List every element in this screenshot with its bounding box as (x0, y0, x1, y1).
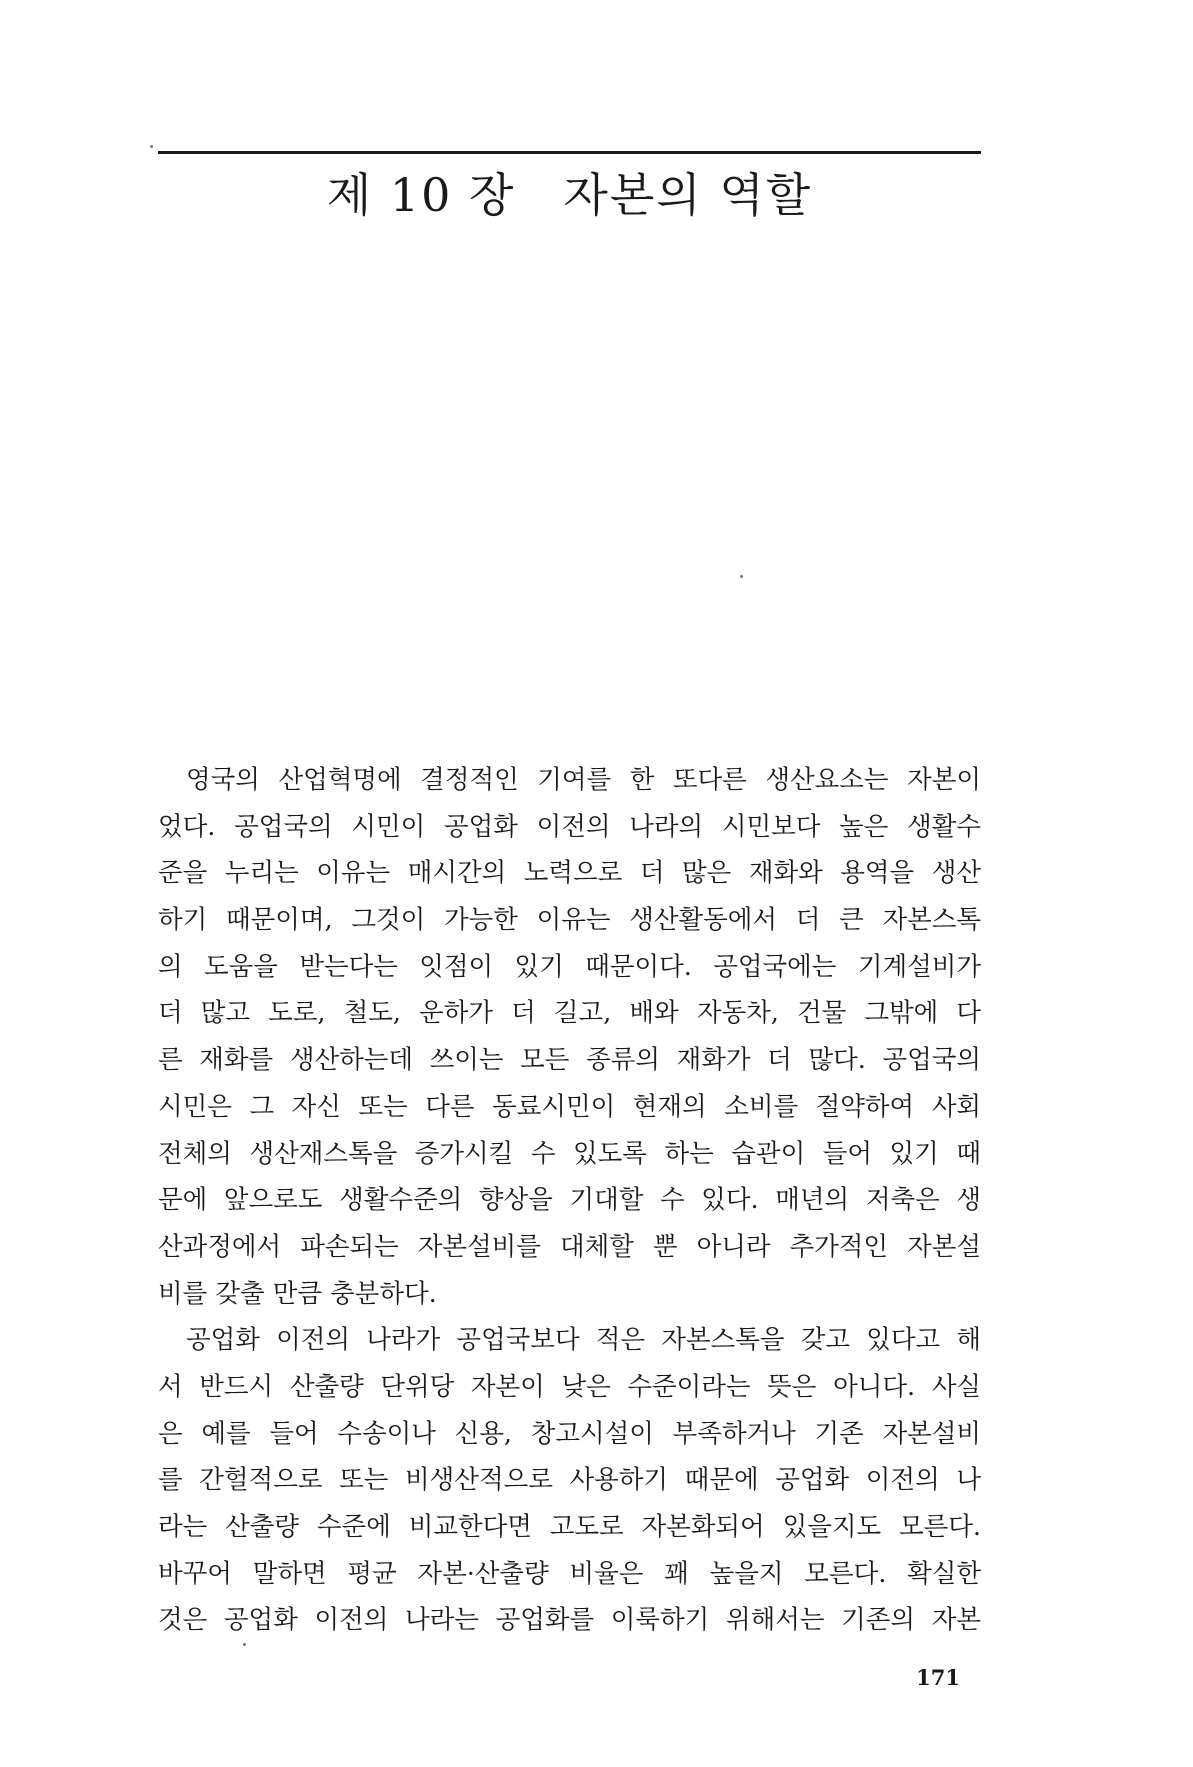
print-speck (150, 145, 153, 148)
text-line: 었다. 공업국의 시민이 공업화 이전의 나라의 시민보다 높은 생활수 (158, 811, 981, 842)
chapter-heading (158, 160, 981, 230)
paragraph (158, 757, 981, 1317)
text-line: 공업화 이전의 나라가 공업국보다 적은 자본스톡을 갖고 있다고 해 (186, 1325, 981, 1356)
text-line: 의 도움을 받는다는 잇점이 있기 때문이다. 공업국에는 기계설비가 (158, 951, 981, 982)
chapter-rule (158, 151, 981, 154)
print-speck (243, 1643, 246, 1646)
text-line: 른 재화를 생산하는데 쓰이는 모든 종류의 재화가 더 많다. 공업국의 (158, 1045, 981, 1076)
paragraph (158, 1317, 981, 1644)
text-line: 전체의 생산재스톡을 증가시킬 수 있도록 하는 습관이 들어 있기 때 (158, 1138, 981, 1169)
text-line: 산과정에서 파손되는 자본설비를 대체할 뿐 아니라 추가적인 자본설 (158, 1231, 981, 1262)
text-line: 바꾸어 말하면 평균 자본·산출량 비율은 꽤 높을지 모른다. 확실한 (158, 1558, 981, 1589)
print-speck (740, 575, 743, 578)
text-line: 비를 갖출 만큼 충분하다. (158, 1278, 437, 1309)
chapter-title: 자본의 역할 (563, 168, 813, 222)
text-line: 시민은 그 자신 또는 다른 동료시민이 현재의 소비를 절약하여 사회 (158, 1091, 981, 1122)
text-line: 은 예를 들어 수송이나 신용, 창고시설이 부족하거나 기존 자본설비 (158, 1418, 981, 1449)
page-number: 171 (916, 1665, 960, 1690)
chapter-number: 제 10 장 (326, 168, 516, 222)
text-line: 문에 앞으로도 생활수준의 향상을 기대할 수 있다. 매년의 저축은 생 (158, 1185, 981, 1216)
text-line: 영국의 산업혁명에 결정적인 기여를 한 또다른 생산요소는 자본이 (186, 765, 981, 795)
text-line: 준을 누리는 이유는 매시간의 노력으로 더 많은 재화와 용역을 생산 (158, 858, 981, 889)
text-line: 서 반드시 산출량 단위당 자본이 낮은 수준이라는 뜻은 아니다. 사실 (158, 1371, 981, 1402)
text-line: 더 많고 도로, 철도, 운하가 더 길고, 배와 자동차, 건물 그밖에 다 (158, 998, 981, 1029)
text-line: 라는 산출량 수준에 비교한다면 고도로 자본화되어 있을지도 모른다. (158, 1512, 981, 1542)
text-line: 것은 공업화 이전의 나라는 공업화를 이룩하기 위해서는 기존의 자본 (158, 1605, 981, 1636)
body-text (158, 757, 981, 1644)
text-line: 를 간헐적으로 또는 비생산적으로 사용하기 때문에 공업화 이전의 나 (158, 1465, 981, 1496)
text-line: 하기 때문이며, 그것이 가능한 이유는 생산활동에서 더 큰 자본스톡 (158, 905, 981, 936)
